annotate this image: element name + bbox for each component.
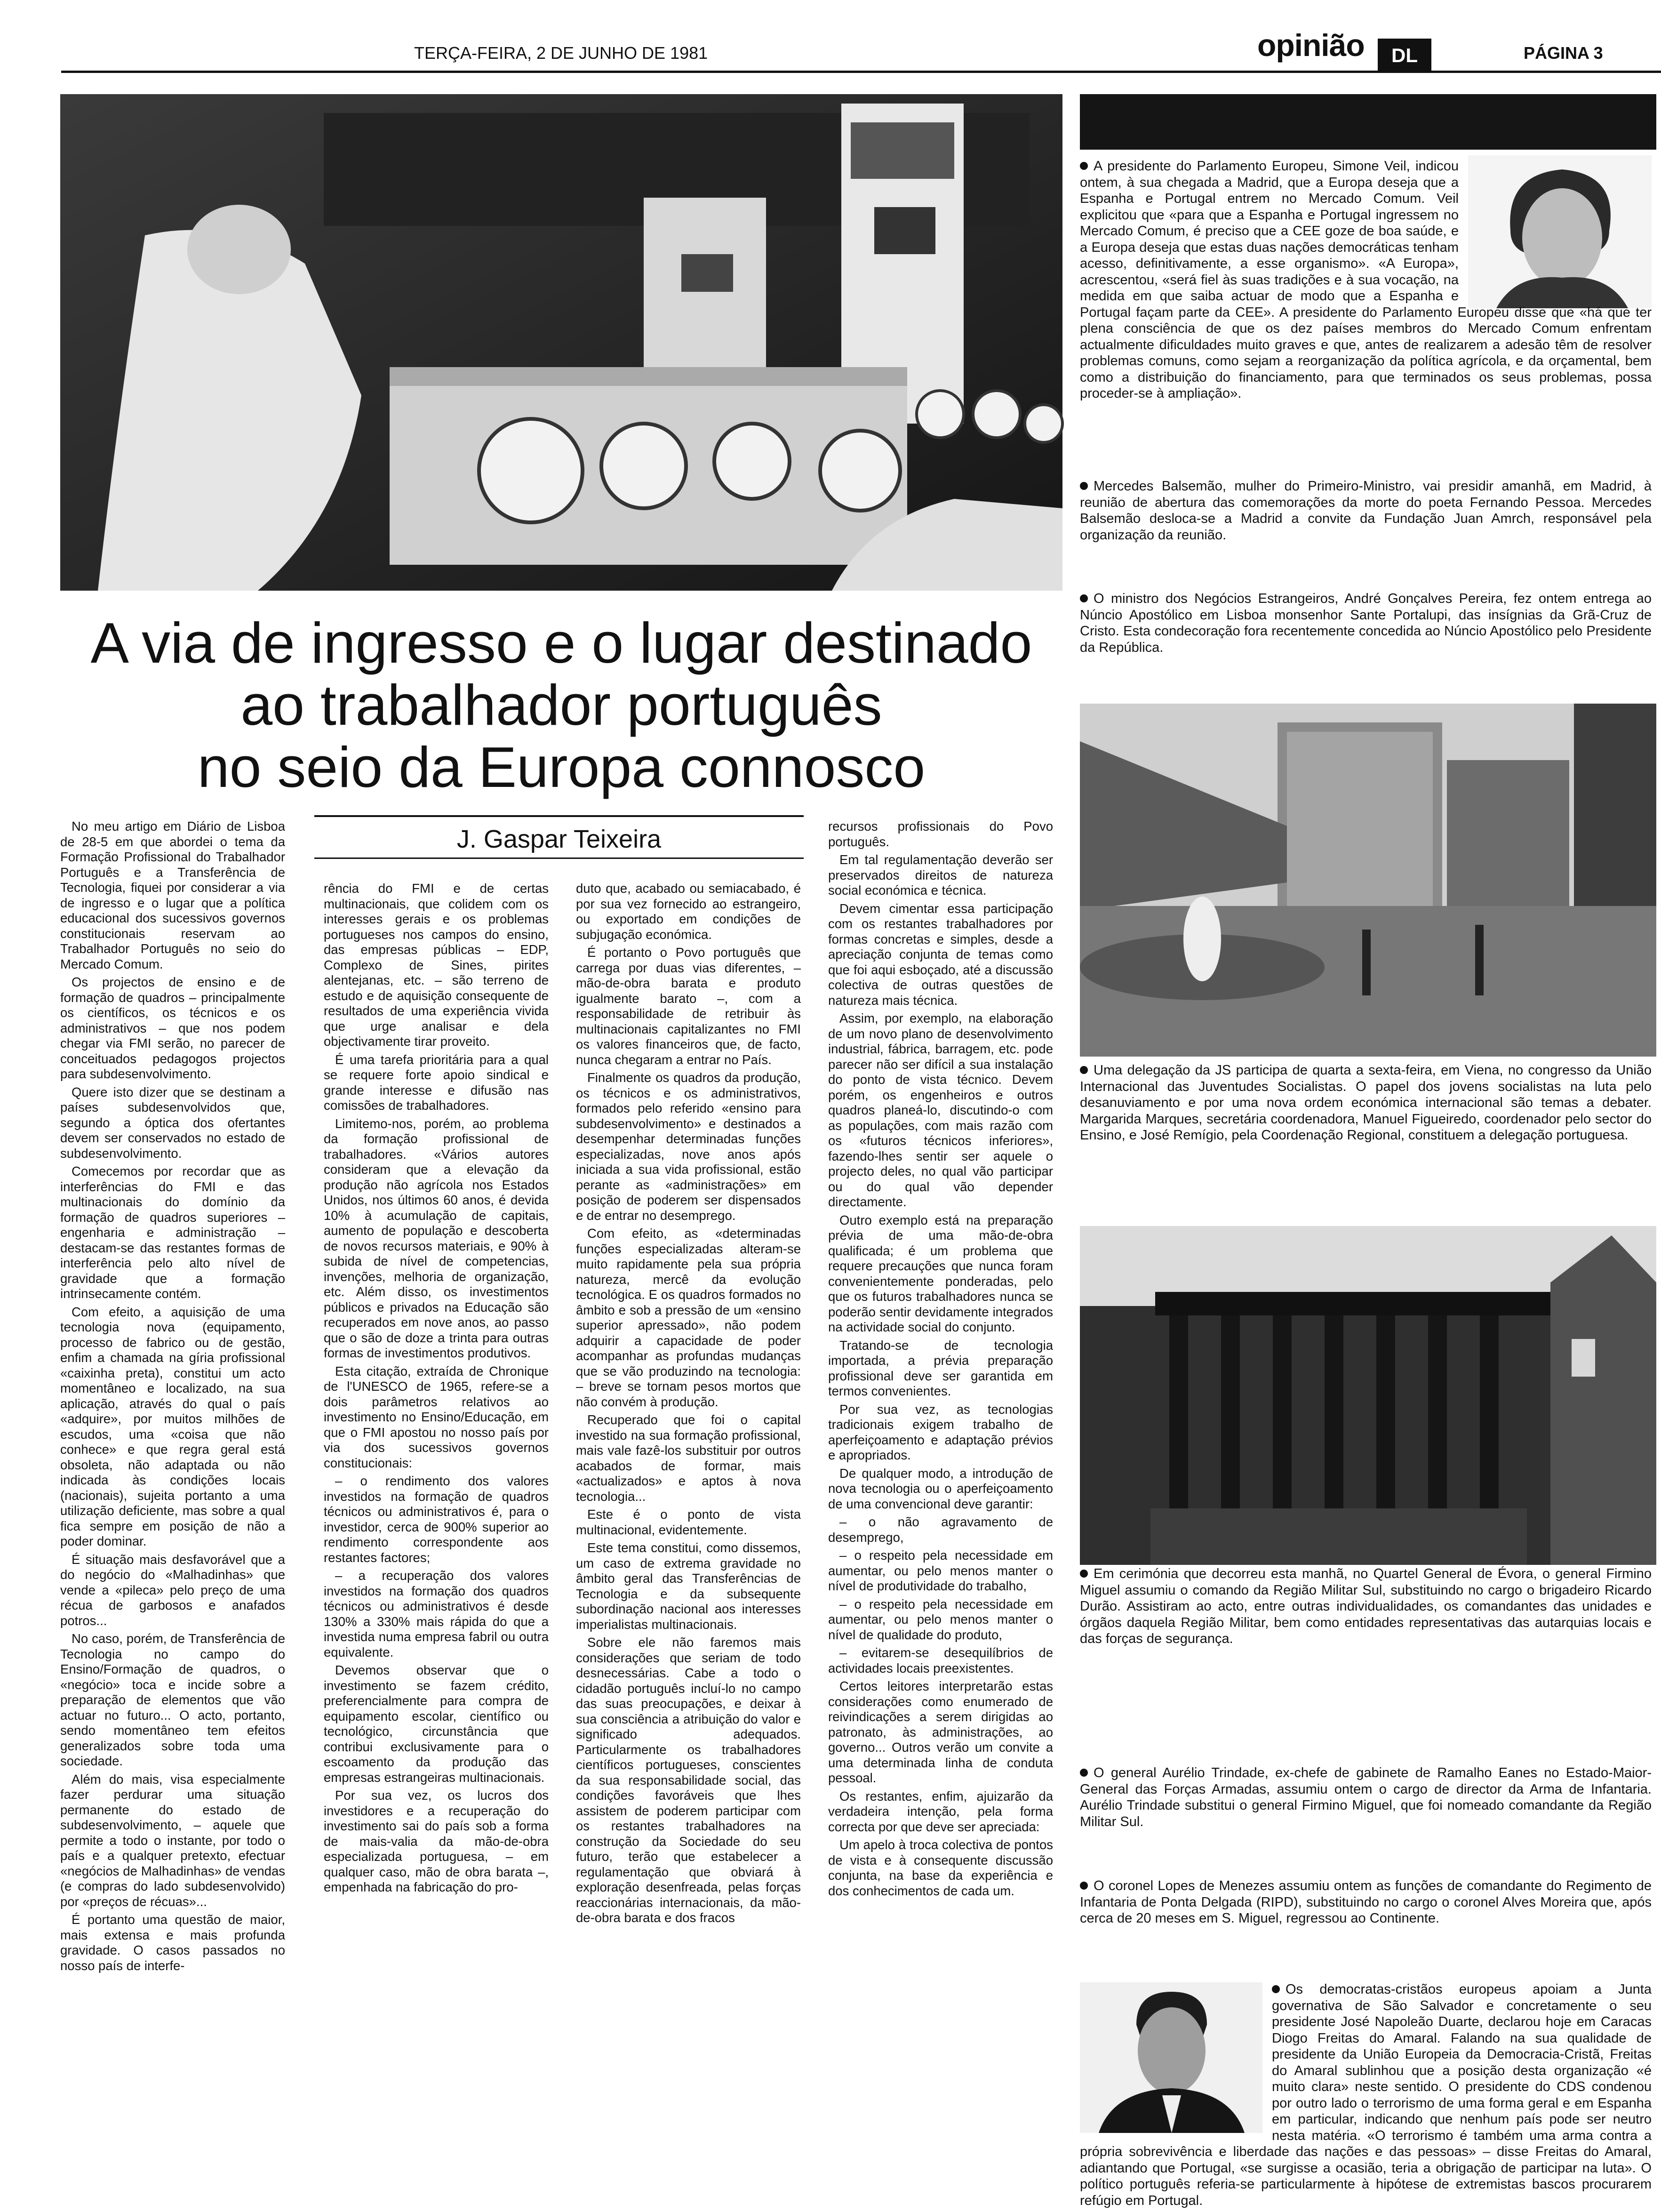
brief-content: O general Aurélio Trindade, ex-chefe de gabinete de Ramalho Eanes no Estado-Maior-General das Forças Armadas, assumiu ontem o cargo de director da Arma de Infantaria. Aurélio Trindade substitui o general Firmino Miguel, que foi nomeado comandante da Região Militar Sul. [1080,1765,1652,1829]
bullet-icon [1080,1882,1088,1890]
bullet-icon [1080,1769,1088,1777]
article-paragraph: Limitemo-nos, porém, ao problema da formação profissional de trabalhadores. «Vários autores consideram que a elevação da produção não agrícola nos Estados Unidos, nos últimos 60 anos, é devida 10% à acumulação de capitais, aumento de população e descoberta de novos recursos materiais, e 90% à subida de nível de competencias, invenções, melhoria de organização, etc. Além disso, os investimentos públicos e privados na Educação são recuperados em nove anos, ao passo que o são de doze a trinta para outras formas de investimentos produtivos. [324,1116,549,1360]
portrait-spacer [1459,158,1652,304]
news-brief-8 [1080,1981,1652,2208]
portrait-spacer [1080,1981,1272,2137]
brief-text [1080,1878,1652,1927]
article-column-3 [576,881,801,2185]
article-paragraph: Tratando-se de tecnologia importada, a prévia preparação profissional deve ser garantida em termos convenientes. [828,1338,1053,1398]
temple-photo [1080,1226,1656,1565]
article-paragraph: Este tema constitui, como dissemos, um caso de extrema gravidade no âmbito geral das Transferências de Tecnologia e da subsequente subordinação nacional aos interesses imperialistas multinacionais. [576,1540,801,1632]
article-paragraph: – o rendimento dos valores investidos na formação de quadros técnicos ou administrativos é, para o investidor, cerca de 900% superior ao rendimento correspondente aos restantes factores; [324,1474,549,1565]
article-paragraph: Devem cimentar essa participação com os restantes trabalhadores por formas concretas e simples, desde a apreciação conjunta de temas como que foi aqui esboçado, até a discussão colectiva de outras questões de natureza mais técnica. [828,901,1053,1008]
article-paragraph: – o respeito pela necessidade em aumentar, ou pelo menos manter o nível de qualidade do produto, [828,1596,1053,1642]
article-paragraph: Em tal regulamentação deverão ser preservados direitos de natureza social económica e técnica. [828,852,1053,898]
brief-content: O ministro dos Negócios Estrangeiros, André Gonçalves Pereira, fez ontem entrega ao Núncio Apostólico em Lisboa monsenhor Sante Portalupi, das insígnias da Grã-Cruz de Cristo. Esta condecoração fora recentemente concedida ao Núncio Apostólico pelo Presidente da República. [1080,591,1652,655]
brief-content: O coronel Lopes de Menezes assumiu ontem as funções de comandante do Regimento de Infantaria de Ponta Delgada (RIPD), substituindo no cargo o coronel Alves Moreira que, após cerca de 20 meses em S. Miguel, regressou ao Continente. [1080,1878,1652,1926]
article-column-2 [324,881,549,2185]
article-paragraph: Os restantes, enfim, ajuizarão da verdadeira intenção, pela forma correcta por que deve ser apreciada: [828,1788,1053,1834]
article-paragraph: No meu artigo em Diário de Lisboa de 28-5 em que abordei o tema da Formação Profissional do Trabalhador Português e a Transferência de Tecnologia, fiquei por considerar a via de ingresso e o lugar que a política educacional dos sucessivos governos constitucionais reservam ao Trabalhador Português no seio do Mercado Comum. [60,819,285,971]
article-paragraph: Comecemos por recordar que as interferências do FMI e das multinacionais do domínio da formação de quadros superiores – engenharia e administração – destacam-se das restantes formas de interferência pelo alto nível de gravidade que a formação intrinsecamente contém. [60,1164,285,1301]
article-paragraph: Recuperado que foi o capital investido na sua formação profissional, mais vale fazê-los substituir por outros acabados de formar, mais «actualizados» e aptos à nova tecnologia... [576,1412,801,1504]
brief-content: Mercedes Balsemão, mulher do Primeiro-Ministro, vai presidir amanhã, em Madrid, à reunião de abertura das comemorações da morte do poeta Fernando Pessoa. Mercedes Balsemão desloca-se a Madrid a convite da Fundação Juan Amrch, responsável pela organização da reunião. [1080,479,1652,543]
news-brief-1 [1080,158,1652,497]
headline-line-1: A via de ingresso e o lugar destinado [90,611,1032,675]
header-date: TERÇA-FEIRA, 2 DE JUNHO DE 1981 [414,43,708,63]
byline-rule-top [314,815,804,817]
brief-content: Em cerimónia que decorreu esta manhã, no Quartel General de Évora, o general Firmino Miguel assumiu o comando da Região Militar Sul, substituindo no cargo o brigadeiro Ricardo Durão. Assistiram ao acto, entre outras individualidades, os comandantes das unidades e órgãos daquela Região Militar, bem como entidades representativas das autarquias locais e das forças de segurança. [1080,1566,1652,1646]
article-paragraph: Esta citação, extraída de Chronique de l'UNESCO de 1965, refere-se a dois parâmetros relativos ao investimento no Ensino/Educação, em que o FMI apostou no nosso país por via dos sucessivos governos constitucionais: [324,1363,549,1470]
brief-text [1080,478,1652,543]
header-rule [61,71,1661,73]
news-brief-7 [1080,1878,1652,1972]
sidebar-top-bar [1080,94,1656,150]
bullet-icon [1080,1066,1088,1074]
laboratory-photo [60,94,1062,591]
brief-content: Uma delegação da JS participa de quarta a sexta-feira, em Viena, no congresso da União Internacional das Juventudes Socialistas. O papel dos jovens socialistas na luta pelo desanuviamento e por uma nova ordem económica internacional são temas a debater. Margarida Marques, secretária coordenadora, Manuel Figueiredo, coordenador pelo sector do Ensino, e José Remígio, pela Coordenação Regional, constituem a delegação portuguesa. [1080,1063,1652,1143]
bullet-icon [1080,594,1088,602]
article-paragraph: É portanto o Povo português que carrega por duas vias diferentes, – mão-de-obra barata e produto igualmente barato –, com a responsabilidade de retribuir às multinacionais capitalizantes no FMI os valores financeiros que, de facto, nunca chegaram a entrar no País. [576,945,801,1067]
article-paragraph: Além do mais, visa especialmente fazer perdurar uma situação permanente do estado de subdesenvolvimento, – aquele que permite a todo o instante, por todo o país e a qualquer pretexto, efectuar «negócios de Malhadinhas» de vendas (e compras do lado subdesenvolvido) por «preços de récuas»... [60,1771,285,1909]
article-paragraph: É portanto uma questão de maior, mais extensa e mais profunda gravidade. O casos passados no nosso país de interfe- [60,1912,285,1973]
article-paragraph: De qualquer modo, a introdução de nova tecnologia ou o aperfeiçoamento de uma convencional deve garantir: [828,1466,1053,1511]
news-brief-2 [1080,478,1652,601]
bullet-icon [1272,1985,1280,1993]
news-brief-5 [1080,1566,1652,1754]
news-brief-4 [1080,1062,1652,1213]
article-author: J. Gaspar Teixeira [456,825,662,853]
article-paragraph: Por sua vez, as tecnologias tradicionais exigem trabalho de aperfeiçoamento e adaptação prévios e apropriados. [828,1402,1053,1462]
article-paragraph: recursos profissionais do Povo português. [828,819,1053,849]
article-paragraph: Um apelo à troca colectiva de pontos de vista e à consequente discussão conjunta, na base da experiência e dos conhecimentos de cada um. [828,1837,1053,1898]
brief-text [1080,1765,1652,1830]
article-paragraph: – a recuperação dos valores investidos na formação dos quadros técnicos ou administrativos é desde 130% a 330% mais rápida do que a investida numa empresa fabril ou outra equivalente. [324,1568,549,1659]
newspaper-logo: DL [1378,39,1431,72]
article-paragraph: É uma tarefa prioritária para a qual se requere forte apoio sindical e grande interesse e difusão nas comissões de trabalhadores. [324,1052,549,1113]
bullet-icon [1080,162,1088,170]
article-paragraph: Por sua vez, os lucros dos investidores e a recuperação do investimento sai do país sob a forma de mais-valia da mão-de-obra especializada portuguesa, – em qualquer caso, mão de obra barata –, empenhada na fabricação do pro- [324,1788,549,1894]
article-paragraph: No caso, porém, de Transferência de Tecnologia no campo do Ensino/Formação de quadros, o «negócio» toca e incide sobre a preparação de elementos que vão actuar no futuro... O acto, portanto, sendo momentâneo tem efeitos generalizados sobre toda uma sociedade. [60,1631,285,1768]
article-headline [60,612,1062,798]
bullet-icon [1080,1570,1088,1578]
article-paragraph: Outro exemplo está na preparação prévia de uma mão-de-obra qualificada; é um problema que requere precauções que nunca foram convenientemente ponderadas, pelo que os futuros trabalhadores nunca se poderão sentir devidamente integrados na actividade social do conjunto. [828,1212,1053,1334]
section-title: opinião [1257,28,1365,63]
article-paragraph: rência do FMI e de certas multinacionais, que colidem com os interesses gerais e os problemas portugueses nos campos do ensino, das empresas públicas – EDP, Complexo de Sines, pirites alentejanas, etc. – são terreno de estudo e de aquisição consequente de resultados de uma experiência vivida que urge analisar e dela objectivamente tirar proveito. [324,881,549,1049]
brief-text [1080,158,1652,402]
brief-text [1080,1062,1652,1144]
news-brief-6 [1080,1765,1652,1873]
article-paragraph: Os projectos de ensino e de formação de quadros – principalmente os científicos, os técnicos e os administrativos – que nos podem chegar via FMI serão, no parecer de conceituados pedagogos projectos para subdesenvolvimento. [60,975,285,1081]
page-number: PÁGINA 3 [1524,43,1603,63]
byline-rule-bottom [314,858,804,859]
headline-line-2: ao trabalhador português [240,673,882,737]
article-paragraph: Sobre ele não faremos mais considerações que seriam de todo desnecessárias. Cabe a todo o cidadão português incluí-lo no campo das suas preocupações, e deixar à sua consciência a atribuição do valor e significado adequados. Particularmente os trabalhadores científicos portugueses, conscientes da sua responsabilidade social, das condições favoráveis que lhes assistem de poderem participar com os restantes trabalhadores na construção da Sociedade do seu futuro, terão que estabelecer a regulamentação que obviará à exploração desenfreada, pelas forças reaccionárias internacionais, da mão-de-obra barata e dos fracos [576,1635,801,1925]
article-paragraph: Devemos observar que o investimento se fazem crédito, preferencialmente para compra de equipamento escolar, científico ou tecnológico, circunstância que contribui exclusivamente para o escoamento da produção das empresas estrangeiras multinacionais. [324,1663,549,1785]
bullet-icon [1080,482,1088,490]
brief-content: A presidente do Parlamento Europeu, Simone Veil, indicou ontem, à sua chegada a Madrid, que a Europa deseja que a Espanha e Portugal entrem no Mercado Comum. Veil explicitou que «para que a Espanha e Portugal ingressem no Mercado Comum, é preciso que a CEE goze de boa saúde, e a Europa deseja que estas duas nações democráticas tenham acesso, definitivamente, a esse organismo». «A Europa», acrescentou, «será fiel às suas tradições e à sua vocação, na medida em que saiba actuar de modo que a Espanha e Portugal façam parte da CEE». A presidente do Parlamento Europeu disse que «há que ter plena consciência de que os dez países membros do Mercado Comum enfrentam actualmente dificuldades muito graves e que, antes de realizarem a adesão têm de resolver problemas comuns, como sejam a reorganização da política agrícola, e da orçamental, bem como a distribuição do financiamento, para que terminados os seus problemas, possa proceder-se à ampliação». [1080,159,1652,401]
article-column-4 [828,819,1053,2184]
article-paragraph: duto que, acabado ou semiacabado, é por sua vez fornecido ao estrangeiro, ou exportado em condições de subjugação económica. [576,881,801,942]
article-paragraph: Certos leitores interpretarão estas considerações como enumerado de reivindicações a serem dirigidas ao patronato, às administrações, ao governo... Outros verão um convite a uma determinada linha de conduta pessoal. [828,1679,1053,1785]
article-paragraph: Assim, por exemplo, na elaboração de um novo plano de desenvolvimento industrial, fábrica, barragem, etc. pode parecer não ser difícil a sua instalação do ponto de vista técnico. Devem porém, os engenheiros e outros quadros planeá-lo, discutindo-o com as populações, com mais razão com os «futuros técnicos inferiores», fazendo-lhes sentir ser aquele o projecto deles, no qual vão participar ou do qual vão depender directamente. [828,1011,1053,1209]
article-column-1 [60,819,285,2184]
article-paragraph: Com efeito, as «determinadas funções especializadas alteram-se muito rapidamente pela sua própria natureza, mercê da evolução tecnológica. E os quadros formados no âmbito e sob a pressão de um «ensino superior apressado», não podem adquirir a capacidade de poder acompanhar as profundas mudanças que se vão produzindo na tecnologia: – breve se tornam pesos mortos que não convém à produção. [576,1226,801,1409]
brief-text [1080,1981,1652,2209]
headline-line-3: no seio da Europa connosco [197,735,926,799]
brief-text [1080,591,1652,656]
news-brief-3 [1080,591,1652,685]
article-paragraph: – o não agravamento de desemprego, [828,1515,1053,1545]
article-paragraph: Com efeito, a aquisição de uma tecnologia nova (equipamento, processo de fabrico ou de gestão, enfim a chamada na gíria profissional «caixinha preta), constitui um acto momentâneo e localizado, na sua aplicação, através do qual o país «adquire», por muitos milhões de escudos, uma «coisa que não conhece» e que regra geral está obsoleta, não adaptada ou não indicada às condições locais (nacionais), sujeita portanto a uma utilização deficiente, mas sobre a qual fica sempre em posição de não a poder dominar. [60,1304,285,1548]
article-paragraph: Quere isto dizer que se destinam a países subdesenvolvidos que, segundo a óptica dos ofertantes devem ser conservados no estado de subdesenvolvimento. [60,1084,285,1161]
article-paragraph: Este é o ponto de vista multinacional, evidentemente. [576,1507,801,1537]
brief-content: Os democratas-cristãos europeus apoiam a Junta governativa de São Salvador e concretamente o seu presidente José Napoleão Duarte, declarou hoje em Caracas Diogo Freitas do Amaral. Falando na sua qualidade de presidente da União Europeia da Democracia-Cristã, Freitas do Amaral sublinhou que a posição desta organização «é muito clara» neste sentido. O presidente do CDS condenou por outro lado o terrorismo de uma forma geral e em Espanha em particular, indicando que nenhum país pode ser neutro nesta matéria. «O terrorismo é também uma arma contra a própria sobrevivência e liberdade das nações e das pessoas» – disse Freitas do Amaral, adiantando que Portugal, «se surgisse a ocasião, teria a obrigação de participar na luta». O político português referia-se particularmente à hipótese de extremistas bascos procurarem refúgio em Portugal. [1080,1982,1652,2208]
article-paragraph: – evitarem-se desequilíbrios de actividades locais preexistentes. [828,1645,1053,1675]
article-paragraph: – o respeito pela necessidade em aumentar, ou pelo menos manter o nível de produtividade do trabalho, [828,1548,1053,1593]
article-paragraph: Finalmente os quadros da produção, os técnicos e os administrativos, formados pelo referido «ensino para subdesenvolvimento» e destinados a desempenhar determinadas funções especializadas, nove anos após iniciada a sua vida profissional, estão perante as «administrações» em posição de poderem ser dispensados e de entrar no desemprego. [576,1070,801,1223]
article-paragraph: É situação mais desfavorável que a do negócio do «Malhadinhas» que vende a «pileca» pelo preço de uma récua de garbosos e anafados potros... [60,1552,285,1628]
brief-text [1080,1566,1652,1647]
plaza-photo [1080,704,1656,1057]
